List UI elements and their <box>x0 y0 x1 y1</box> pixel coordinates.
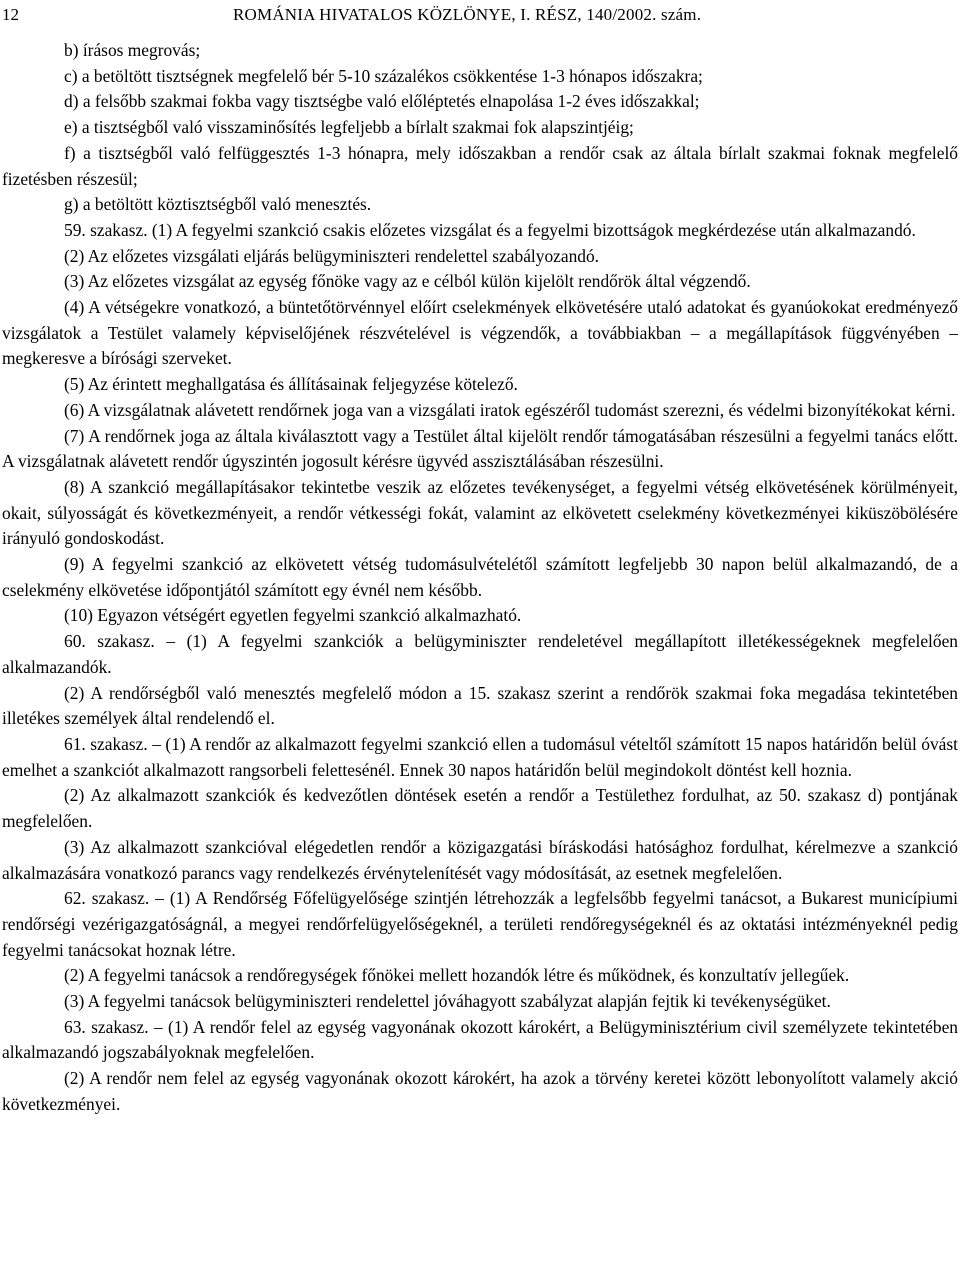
list-item-e: e) a tisztségből való visszaminősítés legfeljebb a bírlalt szakmai fok alapszintjéig; <box>64 117 634 138</box>
section-62-paragraph-3: (3) A fegyelmi tanácsok belügyminiszteri rendelettel jóváhagyott szabályzat alapján fejtik ki tevékenységüket. <box>64 991 831 1012</box>
running-title: ROMÁNIA HIVATALOS KÖZLÖNYE, I. RÉSZ, 140/2002. szám. <box>233 5 702 24</box>
list-item-b: b) írásos megrovás; <box>64 40 201 60</box>
section-61-paragraph-1: 61. szakasz. – (1) A rendőr az alkalmazott fegyelmi szankció ellen a tudomásul vételtől számított 15 napos határidőn belül óvást emelhet a szankciót alkalmazott rangsorbeli felettesénél. Ennek 30 napos határidőn belül megindokolt döntést kell hoznia. <box>2 733 958 780</box>
section-63-paragraph-2: (2) A rendőr nem felel az egység vagyonának okozott károkért, ha azok a törvény keretei között lebonyolított valamely akció következményei. <box>2 1068 958 1114</box>
list-item-g: g) a betöltött köztisztségből való menesztés. <box>64 194 372 215</box>
section-62-paragraph-2: (2) A fegyelmi tanácsok a rendőregységek főnökei mellett hozandók létre és működnek, és konzultatív jellegűek. <box>64 965 850 986</box>
section-59-paragraph-10: (10) Egyazon vétségért egyetlen fegyelmi szankció alkalmazható. <box>64 605 522 626</box>
list-item-d: d) a felsőbb szakmai fokba vagy tisztségbe való előléptetés elnapolása 1-2 éves időszakkal; <box>64 91 700 112</box>
section-61-paragraph-2: (2) Az alkalmazott szankciók és kedvezőtlen döntések esetén a rendőr a Testülethez fordulhat, az 50. szakasz d) pontjának megfelelően. <box>2 785 958 832</box>
section-60-paragraph-2: (2) A rendőrségből való menesztés megfelelő módon a 15. szakasz szerint a rendőrök szakmai foka megadása tekintetében illetékes személyek által rendelendő el. <box>2 682 958 729</box>
section-59-paragraph-8: (8) A szankció megállapításakor tekintetbe veszik az előzetes tevékenységet, a fegyelmi vétség elkövetésének körülményeit, okait, súlyosságát és következményeit, a rendőr vétkességi fokát, valamint az elkövetett cselekmény következményei kiküszöbölésére irányuló gondoskodást. <box>2 476 958 549</box>
document-body <box>2 38 958 1118</box>
section-63-paragraph-1: 63. szakasz. – (1) A rendőr felel az egység vagyonának okozott károkért, a Belügyminisztérium civil személyzete tekintetében alkalmazandó jogszabályoknak megfelelően. <box>2 1016 958 1063</box>
list-item-c: c) a betöltött tisztségnek megfelelő bér 5-10 százalékos csökkentése 1-3 hónapos időszakra; <box>64 65 703 86</box>
page-header <box>0 4 960 26</box>
section-59-paragraph-3: (3) Az előzetes vizsgálat az egység főnöke vagy az e célból külön kijelölt rendőrök által végzendő. <box>64 271 751 292</box>
section-59-paragraph-6: (6) A vizsgálatnak alávetett rendőrnek joga van a vizsgálati iratok egészéről tudomást szerezni, és védelmi bizonyítékokat kérni. <box>64 399 956 420</box>
section-59-paragraph-7: (7) A rendőrnek joga az általa kiválasztott vagy a Testület által kijelölt rendőr támogatásában részesülni a fegyelmi tanács előtt. A vizsgálatnak alávetett rendőr úgyszintén jogosult kérésre ügyvéd asszisztálásában részesülni. <box>2 425 958 472</box>
list-item-f: f) a tisztségből való felfüggesztés 1-3 hónapra, mely időszakban a rendőr csak az általa bírlalt szakmai foknak megfelelő fizetésben részesül; <box>2 142 958 189</box>
section-59-paragraph-2: (2) Az előzetes vizsgálati eljárás belügyminiszteri rendelettel szabályozandó. <box>64 245 600 266</box>
section-61-paragraph-3: (3) Az alkalmazott szankcióval elégedetlen rendőr a közigazgatási bíráskodási hatósághoz fordulhat, kérelmezve a szankció alkalmazására vonatkozó parancs vagy rendelkezés érvénytelenítését vagy módosítását, az esetnek megfelelően. <box>2 836 958 883</box>
page-number: 12 <box>2 5 19 24</box>
section-59-paragraph-4: (4) A vétségekre vonatkozó, a büntetőtörvénnyel előírt cselekmények elkövetésére utaló adatokat és gyanúokokat eredményező vizsgálatok a Testület valamely képviselőjének részvételével is végzendők, a továbbiakban – a megállapítások függvényében – megkeresve a bírósági szerveket. <box>2 297 958 369</box>
section-59-paragraph-1: 59. szakasz. (1) A fegyelmi szankció csakis előzetes vizsgálat és a fegyelmi bizottságok megkérdezése után alkalmazandó. <box>64 219 916 240</box>
section-59-paragraph-5: (5) Az érintett meghallgatása és állításainak feljegyzése kötelező. <box>64 374 518 395</box>
section-60-paragraph-1: 60. szakasz. – (1) A fegyelmi szankciók a belügyminiszter rendeletével megállapított illetékességeknek megfelelően alkalmazandók. <box>2 631 958 677</box>
section-62-paragraph-1: 62. szakasz. – (1) A Rendőrség Főfelügyelősége szintjén létrehozzák a legfelsőbb fegyelmi tanácsot, a Bukarest municípiumi rendőrségi vezérigazgatóságnál, a megyei rendőrfelügyelőségeknél, a területi rendőregységeknél és az oktatási intézményeknél pedig fegyelmi tanácsokat hoznak létre. <box>2 888 958 960</box>
section-59-paragraph-9: (9) A fegyelmi szankció az elkövetett vétség tudomásulvételétől számított legfeljebb 30 napon belül alkalmazandó, de a cselekmény elkövetése időpontjától számított egy évnél nem később. <box>2 554 958 600</box>
